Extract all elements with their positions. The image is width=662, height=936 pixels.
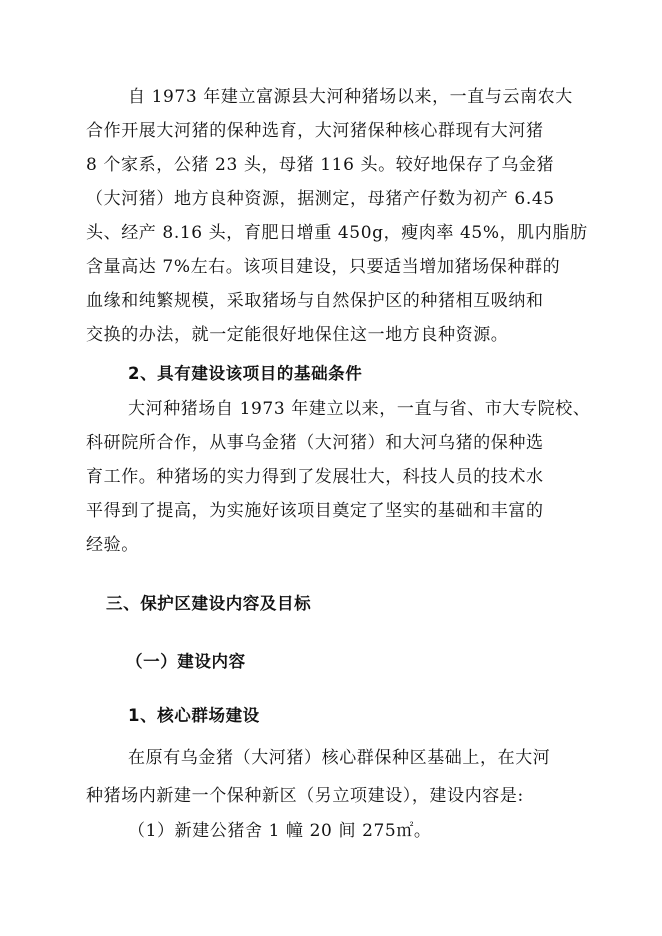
para1-line-6: 含量高达 7%左右。该项目建设，只要适当增加猪场保种群的 bbox=[86, 257, 561, 277]
para1-line-5: 头、经产 8.16 头，育肥日增重 450g，瘦肉率 45%，肌内脂肪 bbox=[86, 223, 588, 243]
para1-line-7: 血缘和纯繁规模，采取猪场与自然保护区的种猪相互吸纳和 bbox=[86, 291, 544, 311]
para1-line-2: 合作开展大河猪的保种选育，大河猪保种核心群现有大河猪 bbox=[86, 121, 544, 141]
para2-line-3: 育工作。种猪场的实力得到了发展壮大，科技人员的技术水 bbox=[86, 467, 544, 487]
para1-line-3: 8 个家系，公猪 23 头，母猪 116 头。较好地保存了乌金猪 bbox=[86, 155, 555, 175]
heading-basic-conditions: 2、具有建设该项目的基础条件 bbox=[128, 364, 363, 383]
para2-line-2: 科研院所合作，从事乌金猪（大河猪）和大河乌猪的保种选 bbox=[86, 433, 544, 453]
para1-line-4: （大河猪）地方良种资源，据测定，母猪产仔数为初产 6.45 bbox=[86, 189, 555, 209]
heading-core-herd: 1、核心群场建设 bbox=[128, 706, 260, 725]
para2-line-5: 经验。 bbox=[86, 535, 139, 555]
para1-line-8: 交换的办法，就一定能很好地保住这一地方良种资源。 bbox=[86, 325, 509, 345]
para2-line-4: 平得到了提高，为实施好该项目奠定了坚实的基础和丰富的 bbox=[86, 501, 544, 521]
para3-line-1: 在原有乌金猪（大河猪）核心群保种区基础上，在大河 bbox=[128, 748, 551, 768]
para1-line-1: 自 1973 年建立富源县大河种猪场以来，一直与云南农大 bbox=[128, 87, 573, 107]
list-item-1: （1）新建公猪舍 1 幢 20 间 275㎡。 bbox=[128, 821, 432, 841]
para2-line-1: 大河种猪场自 1973 年建立以来，一直与省、市大专院校、 bbox=[128, 399, 591, 419]
section-title: 三、保护区建设内容及目标 bbox=[106, 594, 312, 613]
subsection-title: （一）建设内容 bbox=[126, 652, 246, 671]
para3-line-2: 种猪场内新建一个保种新区（另立项建设），建设内容是: bbox=[86, 786, 524, 806]
